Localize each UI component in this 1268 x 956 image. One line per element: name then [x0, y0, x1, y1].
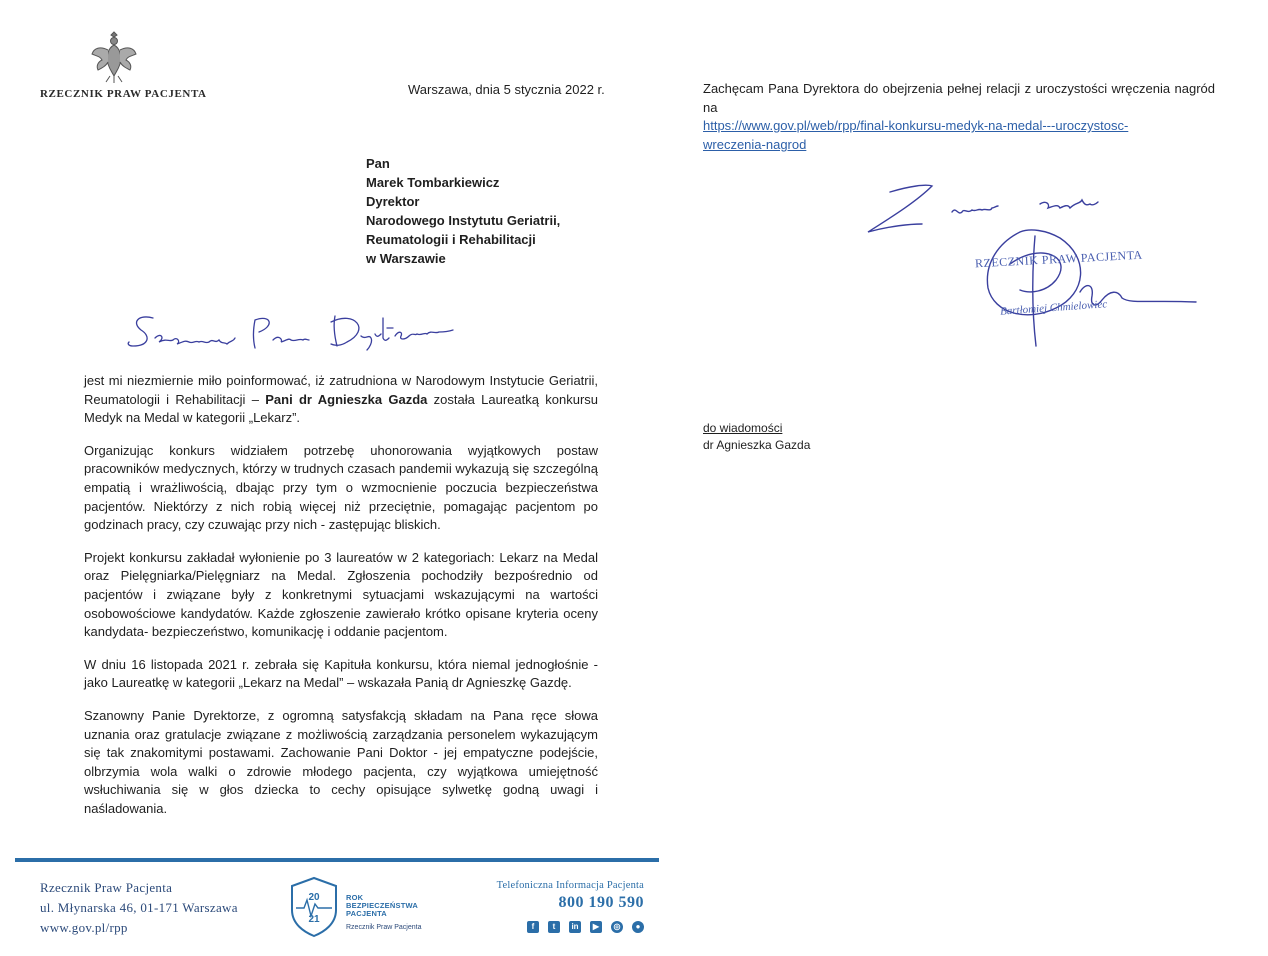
recipient-line: Pan — [366, 156, 390, 171]
stamp-signatory-name: Bartłomiej Chmielowiec — [999, 298, 1108, 318]
social-media-links — [478, 921, 644, 933]
instagram-icon[interactable]: ◎ — [611, 921, 623, 933]
signature-with-stamp — [860, 172, 1220, 372]
recipient-line: Marek Tombarkiewicz — [366, 175, 500, 190]
body-text-segment: jest mi niezmiernie miło poinformować, iż zatrudniona w Narodowym Instytucie Geriatrii, Reumatologii i Rehabilitacji – — [84, 373, 598, 407]
eagle-emblem-icon — [88, 26, 140, 86]
recipient-line: Reumatologii i Rehabilitacji — [366, 232, 536, 247]
cc-title: do wiadomości — [703, 421, 783, 435]
cc-person: dr Agnieszka Gazda — [703, 438, 811, 452]
office-name: RZECZNIK PRAW PACJENTA — [40, 88, 207, 100]
right-column — [703, 80, 1215, 154]
year-logo-subtitle: Rzecznik Praw Pacjenta — [346, 924, 422, 931]
stamp-title: RZECZNIK PRAW PACJENTA — [974, 247, 1143, 271]
letter-date: Warszawa, dnia 5 stycznia 2022 r. — [408, 82, 605, 97]
footer-street-address: ul. Młynarska 46, 01-171 Warszawa — [40, 900, 238, 915]
ceremony-link-continued[interactable]: wreczenia-nagrod — [703, 136, 807, 152]
shield-logo-icon — [288, 876, 340, 938]
hotline-number[interactable]: 800 190 590 — [558, 894, 644, 911]
linkedin-icon[interactable]: in — [569, 921, 581, 933]
letter-body — [84, 372, 598, 832]
recipient-line: Narodowego Instytutu Geriatrii, — [366, 213, 561, 228]
body-paragraph-2: Organizując konkurs widziałem potrzebę uhonorowania wyjątkowych postaw pracowników medycznych, którzy w trudnych czasach pandemii wykazują się szczególną empatią i wrażliwością, dbając przy tym o wzmocnienie poczucia bezpieczeństwa pacjentów. Niektórzy z nich robią więcej niż przeciętnie, pomagając pacjentom po godzinach pracy, czy czuwając przy nich - zastępując bliskich. — [84, 442, 598, 533]
messenger-icon[interactable]: ● — [632, 921, 644, 933]
recipient-line: w Warszawie — [366, 251, 446, 266]
footer-office-name: Rzecznik Praw Pacjenta — [40, 880, 173, 895]
body-paragraph-1 — [84, 372, 598, 428]
body-paragraph-5: Szanowny Panie Dyrektorze, z ogromną satysfakcją składam na Pana ręce słowa uznania oraz gratulacje związane z możliwością zarządzania personelem wykazującym się tak znakomitymi postawami. Zachowanie Pani Doktor - jej empatyczne podejście, olbrzymia wola walki o zdrowie młodego pacjenta, czy wyjątkowa umiejętność wsłuchiwania się w głos dziecka to cechy opisujące sylwetkę godną uwagi i naśladowania. — [84, 707, 598, 816]
patient-hotline — [478, 880, 644, 933]
year-top: 20 — [308, 892, 320, 903]
body-paragraph-4: W dniu 16 listopada 2021 r. zebrała się Kapituła konkursu, która niemal jednogłośnie - jako Laureatkę w kategorii „Lekarz na Medal” – wskazała Panią dr Agnieszkę Gazdę. — [84, 656, 598, 691]
recipient-line: Dyrektor — [366, 194, 420, 209]
laureate-name: Pani dr Agnieszka Gazda — [265, 391, 428, 407]
hotline-label: Telefoniczna Informacja Pacjenta — [496, 880, 644, 891]
twitter-icon[interactable]: t — [548, 921, 560, 933]
year-logo-text — [346, 894, 418, 918]
body-text-segment: została Laureatką konkursu Medyk na Medal w kategorii „Lekarz”. — [84, 391, 599, 426]
year-logo-line: ROK — [346, 893, 364, 902]
recipient-address — [366, 154, 560, 268]
carbon-copy — [703, 420, 810, 454]
footer-website[interactable]: www.gov.pl/rpp — [40, 920, 128, 935]
footer-divider — [15, 858, 659, 862]
footer-address — [40, 878, 238, 938]
ceremony-link[interactable]: https://www.gov.pl/web/rpp/final-konkursu-medyk-na-medal---uroczystosc- — [703, 118, 1129, 134]
year-logo-line: BEZPIECZEŃSTWA — [346, 901, 418, 910]
facebook-icon[interactable]: f — [527, 921, 539, 933]
year-logo-line: PACJENTA — [346, 909, 387, 918]
year-of-patient-safety-logo — [288, 876, 428, 938]
handwritten-salutation — [125, 300, 465, 360]
year-bottom: 21 — [308, 914, 320, 925]
youtube-icon[interactable]: ▶ — [590, 921, 602, 933]
invite-text: Zachęcam Pana Dyrektora do obejrzenia pełnej relacji z uroczystości wręczenia nagród na — [703, 81, 1215, 115]
body-paragraph-3: Projekt konkursu zakładał wyłonienie po 3 laureatów w 2 kategoriach: Lekarz na Medal oraz Pielęgniarka/Pielęgniarz na Medal. Zgłoszenia pochodziły bezpośrednio od pacjentów i związane były z konkretnymi sytuacjami wskazującymi na wartości osobowościowe kandydatów. Każde zgłoszenie zawierało krótko opisane kryteria oceny kandydata- bezpieczeństwo, komunikację i oddanie pacjentom. — [84, 549, 598, 640]
